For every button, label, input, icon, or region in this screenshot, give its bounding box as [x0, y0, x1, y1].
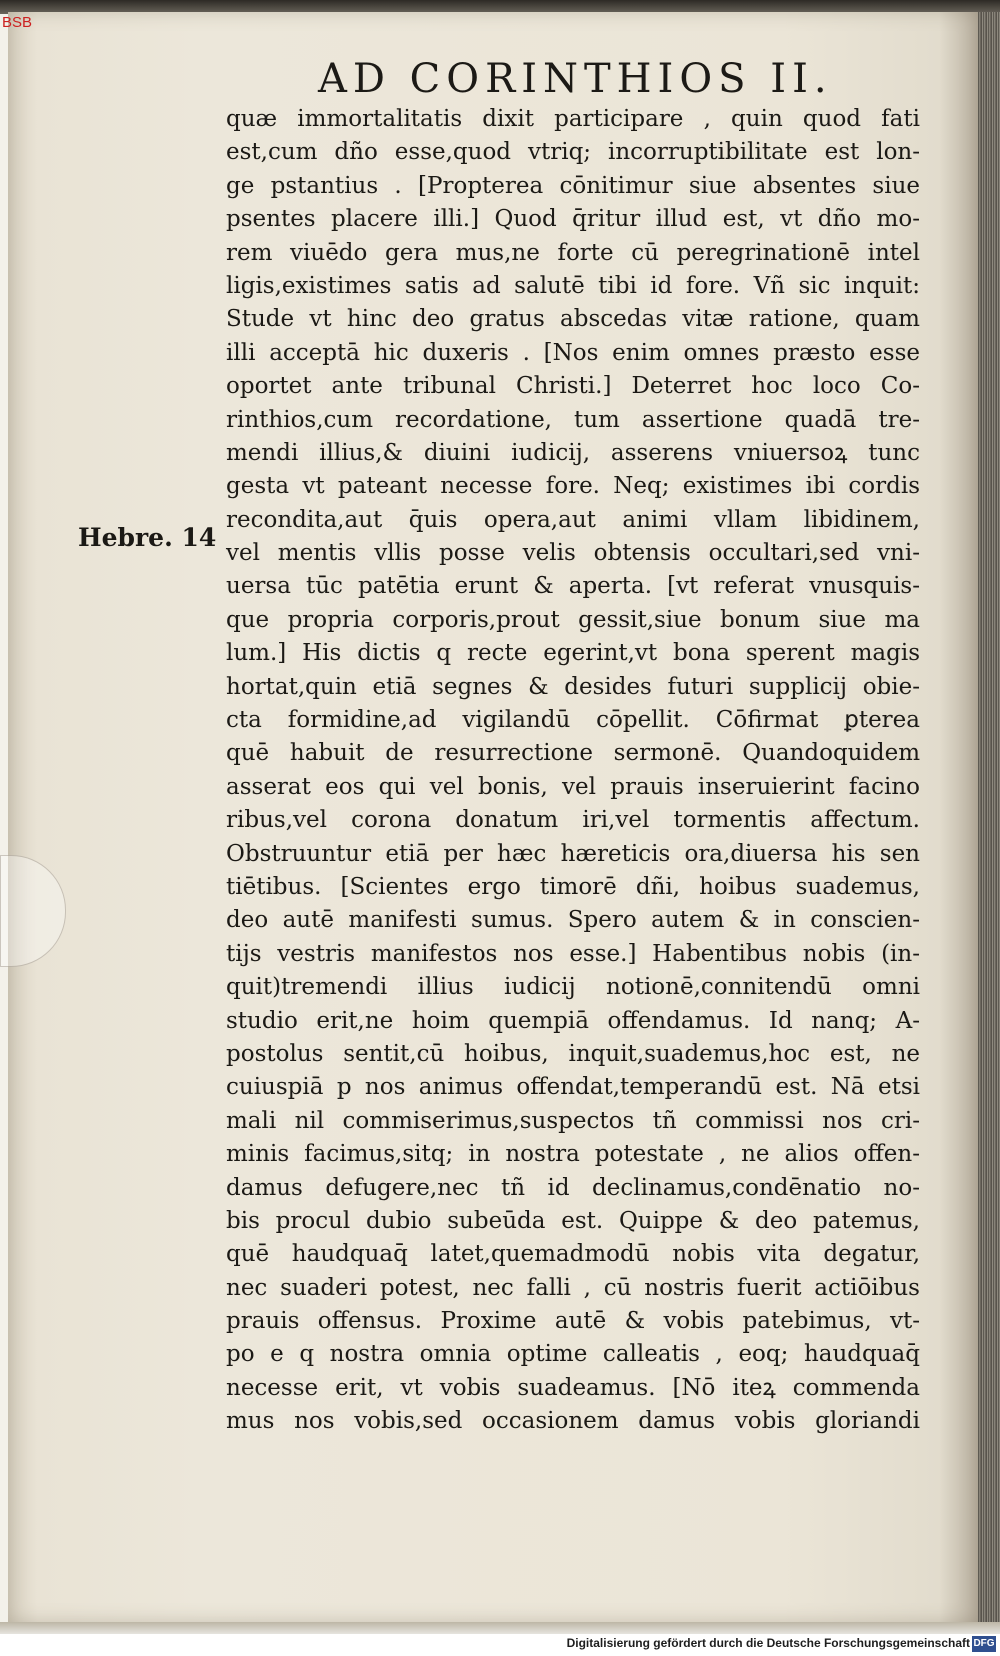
- text-line: Stude vt hinc deo gratus abscedas vitæ ratione, quam: [226, 306, 920, 333]
- text-line: recondita,aut q̄uis opera,aut animi vllam libidinem,: [226, 506, 920, 533]
- text-line: deo autē manifesti sumus. Spero autem & in conscien-: [226, 907, 920, 934]
- text-line: prauis offensus. Proxime autē & vobis patebimus, vt-: [226, 1308, 920, 1335]
- text-line: hortat,quin etiā segnes & desides futuri supplicij obie-: [226, 673, 920, 700]
- dfg-logo: DFG: [972, 1636, 996, 1652]
- text-line: ribus,vel corona donatum iri,vel tormentis affectum.: [226, 807, 920, 834]
- text-line: vel mentis vllis posse velis obtensis occultari,sed vni-: [226, 540, 920, 567]
- library-logo: BSB: [2, 14, 33, 31]
- text-line: quit)tremendi illius iudicij notionē,connitendū omni: [226, 974, 920, 1001]
- text-line: que propria corporis,prout gessit,siue bonum siue ma: [226, 606, 920, 633]
- text-line: est,cum dño esse,quod vtriq; incorruptibilitate est lon-: [226, 139, 920, 166]
- text-line: oportet ante tribunal Christi.] Deterret hoc loco Co-: [226, 373, 920, 400]
- funding-credit: Digitalisierung gefördert durch die Deutsche Forschungsgemeinschaft: [566, 1636, 970, 1650]
- text-line: gesta vt pateant necesse fore. Neq; existimes ibi cordis: [226, 473, 920, 500]
- text-line: quē haudquaq̄ latet,quemadmodū nobis vita degatur,: [226, 1241, 920, 1268]
- text-line: lum.] His dictis q recte egerint,vt bona sperent magis: [226, 640, 920, 667]
- digitization-footer: [0, 1634, 1000, 1656]
- text-line: rem viuēdo gera mus,ne forte cū peregrinationē intel: [226, 239, 920, 266]
- text-line: minis facimus,sitq; in nostra potestate , ne alios offen-: [226, 1141, 920, 1168]
- text-line: quē habuit de resurrectione sermonē. Quandoquidem: [226, 740, 920, 767]
- body-text: [226, 103, 920, 1439]
- text-line: postolus sentit,cū hoibus, inquit,suademus,hoc est, ne: [226, 1040, 920, 1067]
- text-line: nec suaderi potest, nec falli , cū nostris fuerit actiōibus: [226, 1274, 920, 1301]
- marginal-note: Hebre. 14: [78, 523, 217, 552]
- text-line: tiētibus. [Scientes ergo timorē dñi, hoibus suademus,: [226, 873, 920, 900]
- text-line: mali nil commiserimus,suspectos tñ commissi nos cri-: [226, 1107, 920, 1134]
- text-line: ligis,existimes satis ad salutē tibi id fore. Vñ sic inquit:: [226, 272, 920, 299]
- text-line: Obstruuntur etiā per hæc hæreticis ora,diuersa his sen: [226, 840, 920, 867]
- text-line: quæ immortalitatis dixit participare , quin quod fati: [226, 106, 920, 132]
- text-line: psentes placere illi.] Quod q̄ritur illud est, vt dño mo-: [226, 206, 920, 233]
- text-line: uersa tūc patētia erunt & aperta. [vt referat vnusquis-: [226, 573, 920, 600]
- text-line: rinthios,cum recordatione, tum assertione quadā tre-: [226, 406, 920, 433]
- text-line: tijs vestris manifestos nos esse.] Habentibus nobis (in-: [226, 940, 920, 967]
- book-bottom-edge: [0, 1622, 1000, 1634]
- text-line: cuiuspiā p nos animus offendat,temperandū est. Nā etsi: [226, 1074, 920, 1101]
- text-line: studio erit,ne hoim quempiā offendamus. Id nanq; A-: [226, 1007, 920, 1034]
- text-line: mus nos vobis,sed occasionem damus vobis gloriandi: [226, 1408, 920, 1435]
- text-line: po e q nostra omnia optime calleatis , eoq; haudquaq̄: [226, 1341, 920, 1368]
- text-line: illi acceptā hic duxeris . [Nos enim omnes præsto esse: [226, 339, 920, 366]
- text-line: damus defugere,nec tñ id declinamus,condēnatio no-: [226, 1174, 920, 1201]
- running-head: AD CORINTHIOS II.: [318, 56, 833, 102]
- text-line: mendi illius,& diuini iudicij, asserens vniuersoꝝ tunc: [226, 439, 920, 466]
- text-line: necesse erit, vt vobis suadeamus. [Nō iteꝝ commenda: [226, 1374, 920, 1401]
- text-line: bis procul dubio subeūda est. Quippe & deo patemus,: [226, 1207, 920, 1234]
- page-stack-edge: [978, 12, 1000, 1622]
- text-line: cta formidine,ad vigilandū cōpellit. Cōfirmat ꝑterea: [226, 707, 920, 734]
- text-line: asserat eos qui vel bonis, vel prauis inseruierint facino: [226, 773, 920, 800]
- text-line: ge pstantius . [Propterea cōnitimur siue absentes siue: [226, 172, 920, 199]
